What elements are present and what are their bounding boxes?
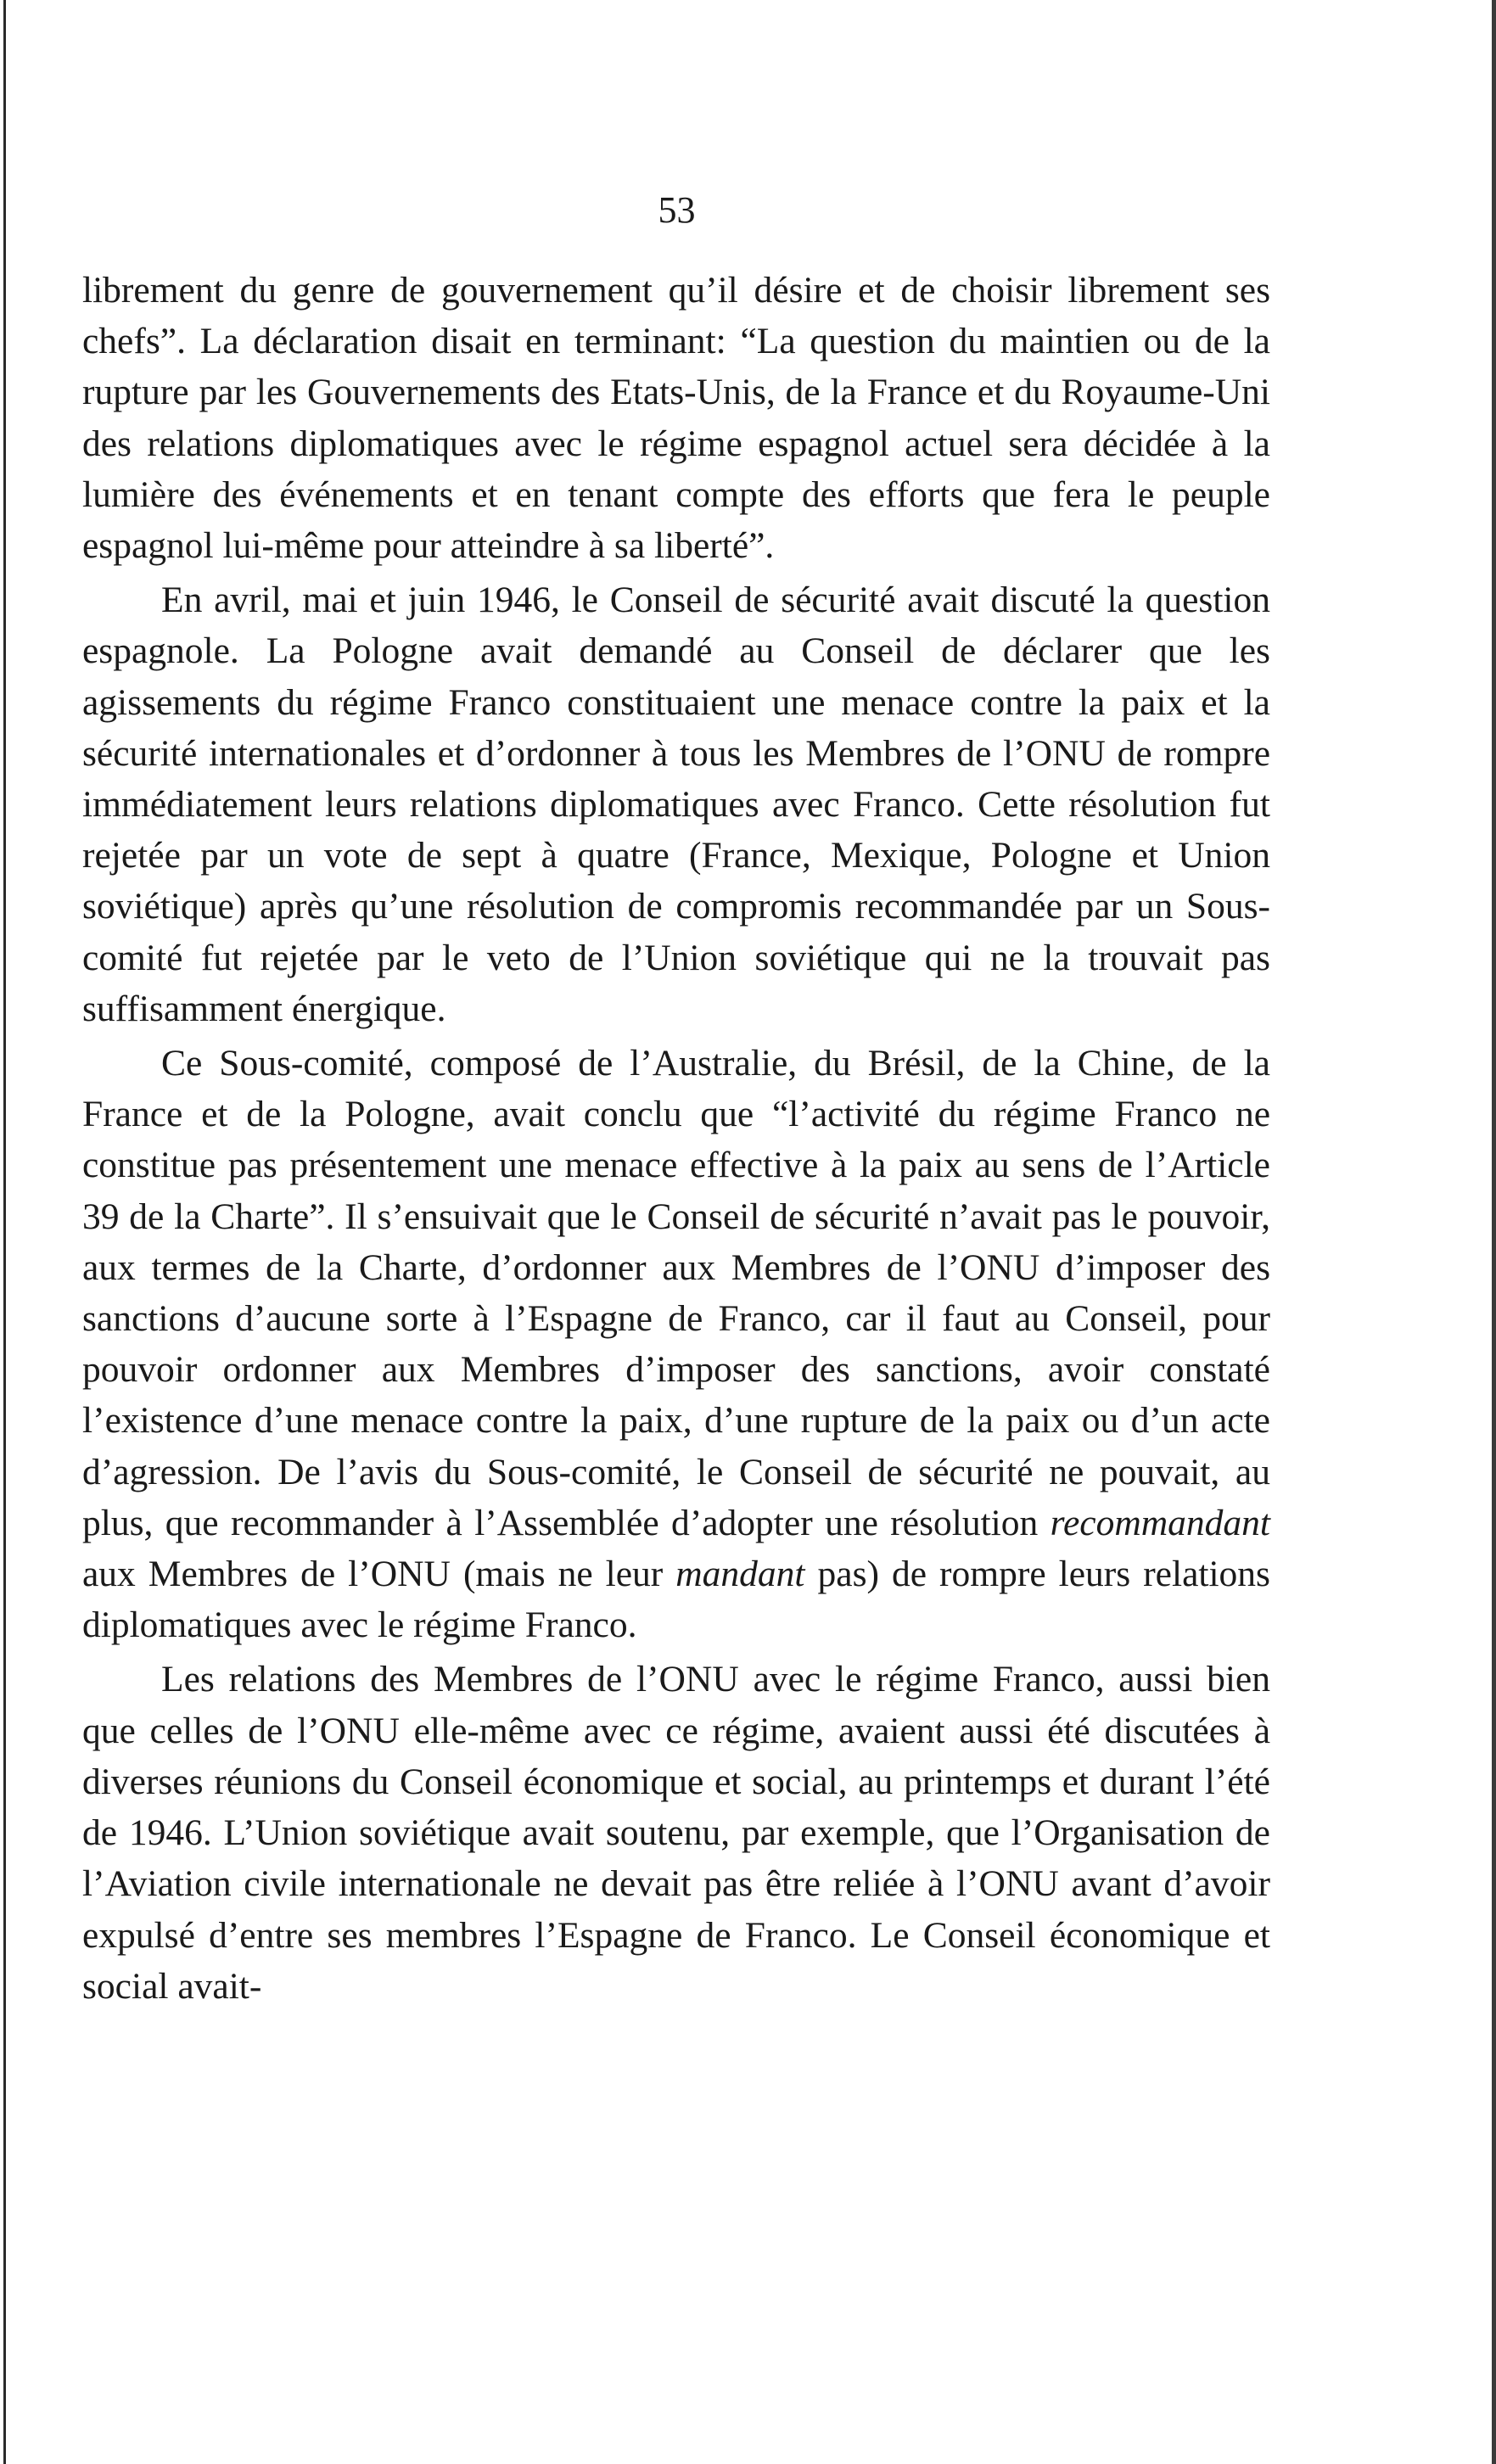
italic-recommandant: recommandant <box>1050 1502 1270 1543</box>
page-number: 53 <box>658 189 696 231</box>
paragraph-1: librement du genre de gouvernement qu’il désire et de choisir librement ses chefs”. La déclaration disait en terminant: “La question du maintien ou de la rupture par les Gouvernements des Etats-Unis, de la France et du Royaume-Uni des relations diplomatiques avec le régime espagnol actuel sera décidée à la lumière des événements et en tenant compte des efforts que fera le peuple espagnol lui-même pour atteindre à sa liberté”. <box>82 270 1270 567</box>
paragraph-3-text-after: pas) de rompre leurs relations diplomatiques avec le régime Franco. <box>82 1554 1270 1646</box>
paragraph-3 <box>82 1038 1270 1650</box>
paragraph-3-text-middle: aux Membres de l’ONU (mais ne leur <box>82 1554 676 1595</box>
page-right-edge <box>1492 0 1496 2464</box>
paragraph-2: En avril, mai et juin 1946, le Conseil de sécurité avait discuté la question espagnole. La Pologne avait demandé au Conseil de déclarer que les agissements du régime Franco constituaient une menace contre la paix et la sécurité internationales et d’ordonner à tous les Membres de l’ONU de rompre immédiatement leurs relations diplomatiques avec Franco. Cette résolution fut rejetée par un vote de sept à quatre (France, Mexique, Pologne et Union soviétique) après qu’une résolution de compromis recommandée par un Sous-comité fut rejetée par le veto de l’Union soviétique qui ne la trouvait pas suffisamment énergique. <box>82 580 1270 1029</box>
paragraph-3-text-before: Ce Sous-comité, composé de l’Australie, du Brésil, de la Chine, de la France et de la Pologne, avait conclu que “l’activité du régime Franco ne constitue pas présentement une menace effective à la paix au sens de l’Article 39 de la Charte”. Il s’ensuivait que le Conseil de sécurité n’avait pas le pouvoir, aux termes de la Charte, d’ordonner aux Membres de l’ONU d’imposer des sanctions d’aucune sorte à l’Espagne de Franco, car il faut au Conseil, pour pouvoir ordonner aux Membres d’imposer des sanctions, avoir constaté l’existence d’une menace contre la paix, d’une rupture de la paix ou d’un acte d’agression. De l’avis du Sous-comité, le Conseil de sécurité ne pouvait, au plus, que recommander à l’Assemblée d’adopter une résolution <box>82 1043 1270 1543</box>
body-text <box>82 265 1270 2012</box>
page-left-edge <box>3 0 6 2464</box>
italic-mandant: mandant <box>675 1554 805 1595</box>
paragraph-4: Les relations des Membres de l’ONU avec le régime Franco, aussi bien que celles de l’ONU elle-même avec ce régime, avaient aussi été discutées à diverses réunions du Conseil économique et social, au printemps et durant l’été de 1946. L’Union soviétique avait soutenu, par exemple, que l’Organisation de l’Aviation civile internationale ne devait pas être reliée à l’ONU avant d’avoir expulsé d’entre ses membres l’Espagne de Franco. Le Conseil économique et social avait- <box>82 1659 1270 2007</box>
